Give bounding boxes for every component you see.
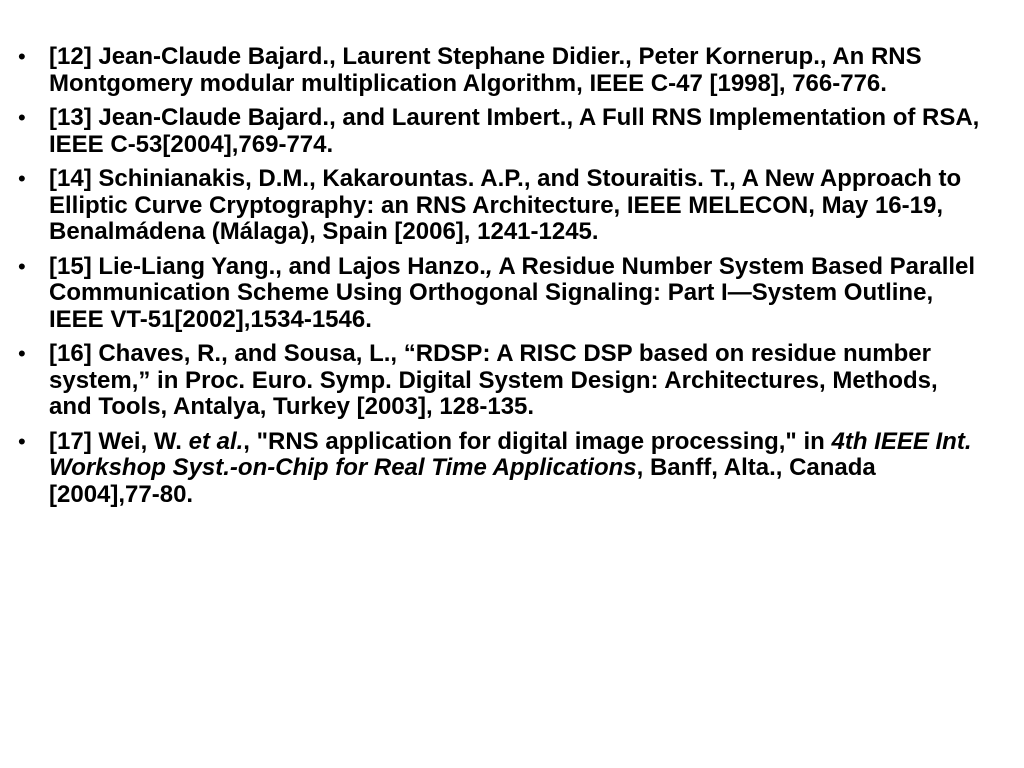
reference-item-13 (18, 105, 984, 158)
reference-text: [13] Jean-Claude Bajard., and Laurent Imbert., A Full RNS Implementation of RSA, IEEE C-53[2004],769-774. (49, 104, 980, 158)
reference-item-15 (18, 254, 984, 334)
reference-item-16 (18, 341, 984, 421)
reference-text: [17] Wei, W. (49, 427, 189, 455)
reference-item-12 (18, 44, 984, 97)
reference-text: [14] Schinianakis, D.M., Kakarountas. A.P., and Stouraitis. T., A New Approach to Elliptic Curve Cryptography: an RNS Architecture, IEEE MELECON, May 16-19, Benalmádena (Málaga), Spain [2006], 1241-1245. (49, 165, 962, 245)
bullet: • (18, 428, 26, 454)
reference-text: [12] Jean-Claude Bajard., Laurent Stephane Didier., Peter Kornerup., An RNS Montgomery modular multiplication Algorithm, IEEE C-47 [1998], 766-776. (49, 43, 922, 97)
reference-item-14 (18, 166, 984, 246)
bullet: • (18, 166, 26, 191)
reference-text: [16] Chaves, R., and Sousa, L., “RDSP: A RISC DSP based on residue number system,” in Proc. Euro. Symp. Digital System Design: Architectures, Methods, and Tools, Antalya, Turkey [2003], 128-135. (49, 340, 938, 420)
bullet: • (18, 105, 26, 130)
reference-list (18, 44, 984, 508)
reference-text-italic: et al. (188, 427, 244, 455)
reference-text: , "RNS application for digital image processing," in (243, 427, 832, 455)
reference-text-italic: , (485, 252, 493, 280)
reference-text: [15] Lie-Liang Yang., and Lajos Hanzo. (49, 252, 486, 280)
reference-text: A Residue Number System Based Parallel Communication Scheme Using Orthogonal Signaling: Part I—System Outline, IEEE VT-51[2002],1534-1546. (49, 252, 976, 333)
reference-text-italic: 4th IEEE Int. Workshop Syst.-on-Chip for Real Time Applications (49, 427, 972, 481)
bullet: • (18, 253, 26, 279)
bullet: • (18, 44, 26, 69)
bullet: • (18, 341, 26, 366)
reference-text: , Banff, Alta., Canada [2004],77-80. (49, 454, 876, 508)
reference-item-17 (18, 429, 984, 509)
